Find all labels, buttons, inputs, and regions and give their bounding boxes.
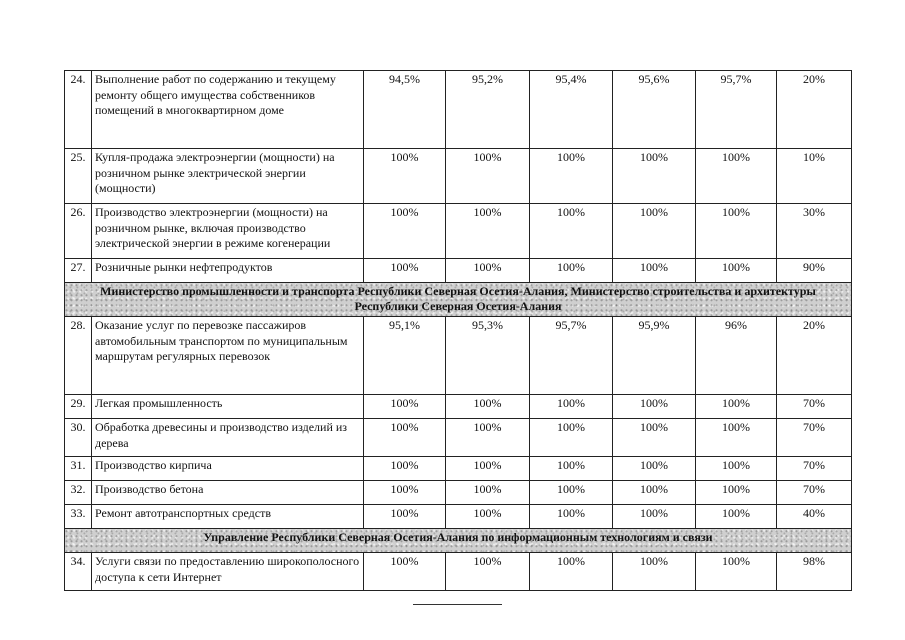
value-cell: 70%	[777, 481, 852, 505]
table-row	[65, 553, 852, 591]
row-number: 34.	[65, 553, 92, 591]
value-cell: 100%	[364, 259, 446, 283]
section-title: Управление Республики Северная Осетия-Алания по информационным технологиям и связи	[65, 529, 852, 553]
value-cell: 100%	[446, 457, 530, 481]
value-cell: 100%	[696, 149, 777, 204]
value-cell: 100%	[530, 505, 613, 529]
table-row	[65, 71, 852, 149]
value-cell: 100%	[364, 553, 446, 591]
value-cell: 100%	[530, 457, 613, 481]
value-cell: 100%	[613, 149, 696, 204]
value-cell: 100%	[364, 204, 446, 259]
value-cell: 100%	[446, 481, 530, 505]
value-cell: 95,7%	[696, 71, 777, 149]
market-name: Услуги связи по предоставлению широкополосного доступа к сети Интернет	[92, 553, 364, 591]
value-cell: 100%	[613, 419, 696, 457]
market-name: Производство электроэнергии (мощности) на розничном рынке, включая производство электрической энергии в режиме когенерации	[92, 204, 364, 259]
value-cell: 20%	[777, 71, 852, 149]
value-cell: 100%	[696, 457, 777, 481]
value-cell: 100%	[613, 553, 696, 591]
market-name: Обработка древесины и производство изделий из дерева	[92, 419, 364, 457]
table-row	[65, 505, 852, 529]
footer-rule	[413, 604, 502, 605]
value-cell: 40%	[777, 505, 852, 529]
market-name: Легкая промышленность	[92, 395, 364, 419]
value-cell: 70%	[777, 457, 852, 481]
value-cell: 100%	[364, 505, 446, 529]
value-cell: 96%	[696, 317, 777, 395]
value-cell: 100%	[613, 259, 696, 283]
value-cell: 95,9%	[613, 317, 696, 395]
value-cell: 100%	[613, 395, 696, 419]
value-cell: 100%	[696, 395, 777, 419]
row-number: 29.	[65, 395, 92, 419]
value-cell: 100%	[446, 553, 530, 591]
row-number: 32.	[65, 481, 92, 505]
value-cell: 100%	[613, 457, 696, 481]
row-number: 31.	[65, 457, 92, 481]
value-cell: 95,6%	[613, 71, 696, 149]
row-number: 24.	[65, 71, 92, 149]
value-cell: 10%	[777, 149, 852, 204]
market-name: Выполнение работ по содержанию и текущему ремонту общего имущества собственников помещений в многоквартирном доме	[92, 71, 364, 149]
market-name: Купля-продажа электроэнергии (мощности) на розничном рынке электрической энергии (мощности)	[92, 149, 364, 204]
value-cell: 100%	[446, 204, 530, 259]
market-name: Производство кирпича	[92, 457, 364, 481]
section-header-row	[65, 283, 852, 317]
market-name: Розничные рынки нефтепродуктов	[92, 259, 364, 283]
section-title: Министерство промышленности и транспорта Республики Северная Осетия-Алания, Министерство строительства и архитектуры Республики Северная Осетия-Алания	[65, 283, 852, 317]
table-row	[65, 259, 852, 283]
row-number: 33.	[65, 505, 92, 529]
value-cell: 100%	[364, 149, 446, 204]
value-cell: 100%	[446, 505, 530, 529]
market-name: Производство бетона	[92, 481, 364, 505]
row-number: 28.	[65, 317, 92, 395]
market-name: Оказание услуг по перевозке пассажиров автомобильным транспортом по муниципальным маршрутам регулярных перевозок	[92, 317, 364, 395]
value-cell: 100%	[613, 481, 696, 505]
table-row	[65, 395, 852, 419]
value-cell: 100%	[446, 259, 530, 283]
row-number: 27.	[65, 259, 92, 283]
value-cell: 100%	[530, 149, 613, 204]
table-body	[65, 71, 852, 591]
value-cell: 100%	[613, 505, 696, 529]
value-cell: 100%	[696, 204, 777, 259]
value-cell: 20%	[777, 317, 852, 395]
value-cell: 95,4%	[530, 71, 613, 149]
table-row	[65, 457, 852, 481]
value-cell: 100%	[696, 481, 777, 505]
table-row	[65, 149, 852, 204]
value-cell: 94,5%	[364, 71, 446, 149]
value-cell: 100%	[613, 204, 696, 259]
value-cell: 100%	[530, 419, 613, 457]
row-number: 26.	[65, 204, 92, 259]
value-cell: 70%	[777, 419, 852, 457]
value-cell: 100%	[696, 505, 777, 529]
row-number: 30.	[65, 419, 92, 457]
value-cell: 100%	[446, 149, 530, 204]
row-number: 25.	[65, 149, 92, 204]
value-cell: 98%	[777, 553, 852, 591]
value-cell: 70%	[777, 395, 852, 419]
value-cell: 100%	[364, 457, 446, 481]
market-indicators-table	[64, 70, 852, 591]
value-cell: 100%	[364, 419, 446, 457]
value-cell: 100%	[364, 395, 446, 419]
value-cell: 100%	[446, 395, 530, 419]
table-row	[65, 317, 852, 395]
section-header-row	[65, 529, 852, 553]
value-cell: 90%	[777, 259, 852, 283]
value-cell: 95,7%	[530, 317, 613, 395]
value-cell: 100%	[530, 553, 613, 591]
table-row	[65, 419, 852, 457]
value-cell: 100%	[530, 259, 613, 283]
value-cell: 100%	[530, 395, 613, 419]
table-row	[65, 204, 852, 259]
value-cell: 95,2%	[446, 71, 530, 149]
market-name: Ремонт автотранспортных средств	[92, 505, 364, 529]
value-cell: 100%	[696, 553, 777, 591]
value-cell: 100%	[696, 419, 777, 457]
table-row	[65, 481, 852, 505]
value-cell: 100%	[530, 481, 613, 505]
value-cell: 100%	[364, 481, 446, 505]
value-cell: 100%	[446, 419, 530, 457]
value-cell: 30%	[777, 204, 852, 259]
value-cell: 100%	[530, 204, 613, 259]
value-cell: 95,3%	[446, 317, 530, 395]
value-cell: 100%	[696, 259, 777, 283]
value-cell: 95,1%	[364, 317, 446, 395]
